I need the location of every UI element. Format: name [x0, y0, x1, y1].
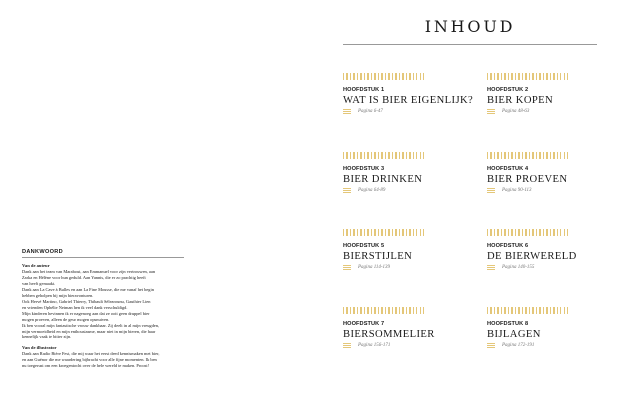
tick-mark [553, 73, 554, 80]
tick-mark [350, 152, 351, 159]
tick-mark [357, 152, 358, 159]
tick-mark [515, 152, 516, 159]
line-ornament-icon [487, 109, 495, 114]
tick-mark [343, 307, 344, 314]
tick-mark [385, 229, 386, 236]
author-line: en vrienden Ophélie Neiman hen ik veel dank verschuldigd. [22, 304, 128, 310]
tick-mark [525, 73, 526, 80]
chapter-title: BIER DRINKEN [343, 174, 423, 185]
gold-tick-ornament [343, 307, 473, 314]
tick-mark [409, 73, 410, 80]
tick-mark [364, 73, 365, 80]
tick-mark [557, 73, 558, 80]
tick-mark [367, 152, 368, 159]
tick-mark [409, 152, 410, 159]
tick-mark [343, 229, 344, 236]
tick-mark [490, 73, 491, 80]
tick-mark [353, 73, 354, 80]
tick-mark [546, 307, 547, 314]
tick-mark [560, 152, 561, 159]
tick-mark [567, 307, 568, 314]
tick-mark [560, 73, 561, 80]
tick-mark [546, 73, 547, 80]
tick-mark [553, 307, 554, 314]
author-line: mogen proeven, alleen de geur mogen opsnuiven. [22, 316, 110, 322]
chapter-entry-1[interactable] [343, 73, 473, 114]
tick-mark [504, 152, 505, 159]
tick-mark [346, 73, 347, 80]
tick-mark [343, 73, 344, 80]
illustrator-heading: Van de illustrator [22, 345, 57, 351]
tick-mark [399, 307, 400, 314]
tick-mark [371, 307, 372, 314]
chapter-number: HOOFDSTUK 1 [343, 87, 385, 93]
gold-tick-ornament [343, 229, 473, 236]
tick-mark [392, 229, 393, 236]
author-line: Zarka en Hélène voor hun geduld. Aan Yannis, die er zo prachtig heeft [22, 274, 146, 280]
tick-mark [395, 229, 396, 236]
tick-mark [388, 73, 389, 80]
gold-tick-ornament [343, 73, 473, 80]
tick-mark [508, 229, 509, 236]
tick-mark [529, 152, 530, 159]
chapter-page-range [487, 343, 617, 348]
chapter-entry-3[interactable] [343, 152, 473, 193]
tick-mark [364, 229, 365, 236]
line-ornament-icon [343, 265, 351, 270]
page-range-text: Pagina 64-89 [358, 188, 386, 193]
tick-mark [557, 152, 558, 159]
tick-mark [567, 229, 568, 236]
author-line: Ik ben vooral mijn fantastische vrouw dankbaar. Zij deelt in al mijn vreugden, [22, 322, 160, 328]
tick-mark [413, 307, 414, 314]
tick-mark [346, 307, 347, 314]
tick-mark [529, 307, 530, 314]
tick-mark [353, 307, 354, 314]
tick-mark [511, 229, 512, 236]
chapter-page-range [487, 188, 617, 193]
gold-tick-ornament [487, 229, 617, 236]
tick-mark [374, 307, 375, 314]
tick-mark [343, 152, 344, 159]
chapter-title: DE BIERWERELD [487, 251, 577, 262]
tick-mark [416, 73, 417, 80]
page-range-text: Pagina 90-113 [502, 188, 532, 193]
tick-mark [357, 73, 358, 80]
tick-mark [371, 152, 372, 159]
tick-mark [395, 152, 396, 159]
tick-mark [532, 152, 533, 159]
tick-mark [487, 229, 488, 236]
tick-mark [378, 307, 379, 314]
tick-mark [522, 229, 523, 236]
tick-mark [494, 229, 495, 236]
tick-mark [497, 73, 498, 80]
tick-mark [494, 307, 495, 314]
tick-mark [567, 73, 568, 80]
illustrator-line: Dank aan Radio Bière Fest, die mij waar het eerst deed kennismaken met bier, [22, 351, 160, 357]
chapter-title: BIER PROEVEN [487, 174, 568, 185]
tick-mark [399, 152, 400, 159]
tick-mark [539, 307, 540, 314]
tick-mark [378, 73, 379, 80]
chapter-number: HOOFDSTUK 8 [487, 321, 529, 327]
tick-mark [515, 307, 516, 314]
chapter-title: BIERSTIJLEN [343, 251, 413, 262]
tick-mark [350, 229, 351, 236]
tick-mark [350, 307, 351, 314]
tick-mark [560, 229, 561, 236]
tick-mark [522, 73, 523, 80]
tick-mark [511, 73, 512, 80]
tick-mark [423, 73, 424, 80]
tick-mark [423, 229, 424, 236]
page-range-text: Pagina 114-139 [358, 265, 390, 270]
tick-mark [543, 73, 544, 80]
tick-mark [522, 307, 523, 314]
tick-mark [346, 229, 347, 236]
tick-mark [353, 152, 354, 159]
tick-mark [550, 152, 551, 159]
tick-mark [532, 307, 533, 314]
tick-mark [402, 73, 403, 80]
author-line: kennelijk vaak te bitter zijn. [22, 334, 72, 340]
tick-mark [543, 307, 544, 314]
tick-mark [385, 152, 386, 159]
chapter-title: BIERSOMMELIER [343, 329, 435, 340]
tick-mark [413, 229, 414, 236]
tick-mark [406, 307, 407, 314]
tick-mark [346, 152, 347, 159]
tick-mark [490, 307, 491, 314]
tick-mark [501, 152, 502, 159]
tick-mark [385, 73, 386, 80]
page-range-text: Pagina 48-63 [502, 109, 530, 114]
tick-mark [501, 229, 502, 236]
tick-mark [388, 229, 389, 236]
tick-mark [388, 152, 389, 159]
tick-mark [553, 152, 554, 159]
tick-mark [409, 307, 410, 314]
page-range-text: Pagina 172-191 [502, 343, 535, 348]
tick-mark [546, 229, 547, 236]
tick-mark [539, 229, 540, 236]
tick-mark [413, 73, 414, 80]
tick-mark [497, 307, 498, 314]
illustrator-line: en aan Guénor die me waardering bijbracht voor alle fijne momenten. Ik ben [22, 357, 157, 363]
tick-mark [360, 152, 361, 159]
tick-mark [518, 152, 519, 159]
tick-mark [374, 73, 375, 80]
tick-mark [564, 152, 565, 159]
author-line: Mijn kinderen hevinnen ik er nagenoeg aan dat ze ooit geen druppel bier [22, 310, 150, 316]
tick-mark [532, 73, 533, 80]
tick-mark [367, 307, 368, 314]
tick-mark [371, 73, 372, 80]
chapter-entry-8[interactable] [487, 307, 617, 348]
tick-mark [543, 152, 544, 159]
tick-mark [420, 73, 421, 80]
tick-mark [487, 73, 488, 80]
chapter-title: BIJLAGEN [487, 329, 541, 340]
tick-mark [515, 73, 516, 80]
tick-mark [518, 307, 519, 314]
acknowledgements-title: DANKWOORD [22, 249, 184, 258]
author-line: mijn vermoeidheid en mijn enthousiasme, maar niet in mijn bieren, die haar [22, 328, 156, 334]
tick-mark [497, 229, 498, 236]
chapter-title: BIER KOPEN [487, 95, 554, 106]
tick-mark [364, 307, 365, 314]
tick-mark [357, 229, 358, 236]
tick-mark [378, 229, 379, 236]
tick-mark [490, 229, 491, 236]
tick-mark [560, 307, 561, 314]
tick-mark [518, 73, 519, 80]
tick-mark [494, 152, 495, 159]
tick-mark [487, 152, 488, 159]
tick-mark [360, 229, 361, 236]
author-line: Dank aan het team van Marabout, aan Emmanuel voor zijn vertrouwen, aan [22, 269, 156, 274]
chapter-page-range [343, 109, 473, 114]
tick-mark [416, 229, 417, 236]
tick-mark [536, 152, 537, 159]
chapter-number: HOOFDSTUK 3 [343, 166, 385, 172]
tick-mark [508, 307, 509, 314]
tick-mark [416, 307, 417, 314]
tick-mark [564, 307, 565, 314]
tick-mark [402, 229, 403, 236]
tick-mark [557, 307, 558, 314]
tick-mark [350, 73, 351, 80]
tick-mark [367, 73, 368, 80]
page-range-text: Pagina 6-47 [358, 109, 383, 114]
tick-mark [539, 152, 540, 159]
toc-divider [343, 44, 597, 45]
tick-mark [360, 307, 361, 314]
tick-mark [378, 152, 379, 159]
tick-mark [423, 307, 424, 314]
line-ornament-icon [487, 343, 495, 348]
tick-mark [364, 152, 365, 159]
tick-mark [487, 307, 488, 314]
tick-mark [529, 229, 530, 236]
tick-mark [525, 152, 526, 159]
tick-mark [416, 152, 417, 159]
gold-tick-ornament [487, 73, 617, 80]
chapter-entry-7[interactable] [343, 307, 473, 348]
gold-tick-ornament [343, 152, 473, 159]
tick-mark [497, 152, 498, 159]
tick-mark [504, 307, 505, 314]
author-line: van heeft gemaakt. [22, 280, 56, 286]
tick-mark [525, 307, 526, 314]
tick-mark [381, 229, 382, 236]
tick-mark [395, 307, 396, 314]
line-ornament-icon [487, 265, 495, 270]
tick-mark [553, 229, 554, 236]
tick-mark [406, 229, 407, 236]
gold-tick-ornament [487, 307, 617, 314]
tick-mark [508, 152, 509, 159]
tick-mark [511, 307, 512, 314]
tick-mark [367, 229, 368, 236]
chapter-page-range [343, 265, 473, 270]
tick-mark [374, 152, 375, 159]
tick-mark [522, 152, 523, 159]
tick-mark [388, 307, 389, 314]
tick-mark [420, 229, 421, 236]
tick-mark [395, 73, 396, 80]
tick-mark [392, 152, 393, 159]
tick-mark [392, 73, 393, 80]
chapter-page-range [487, 265, 617, 270]
tick-mark [550, 229, 551, 236]
tick-mark [353, 229, 354, 236]
line-ornament-icon [343, 188, 351, 193]
line-ornament-icon [487, 188, 495, 193]
chapter-entry-2[interactable] [487, 73, 617, 114]
chapter-title: WAT IS BIER EIGENLIJK? [343, 95, 474, 106]
tick-mark [381, 73, 382, 80]
chapter-page-range [487, 109, 617, 114]
gold-tick-ornament [487, 152, 617, 159]
tick-mark [490, 152, 491, 159]
tick-mark [557, 229, 558, 236]
tick-mark [406, 152, 407, 159]
tick-mark [371, 229, 372, 236]
author-line: Ook Hervé Martino, Gabriel Thierry, Thibault Sélearounu, Gauthier Lien [22, 298, 151, 304]
chapter-entry-4[interactable] [487, 152, 617, 193]
chapter-entry-6[interactable] [487, 229, 617, 270]
tick-mark [525, 229, 526, 236]
acknowledgements-section [22, 249, 184, 369]
tick-mark [402, 307, 403, 314]
tick-mark [543, 229, 544, 236]
tick-mark [518, 229, 519, 236]
tick-mark [511, 152, 512, 159]
author-heading: Van de auteur [22, 263, 50, 268]
tick-mark [494, 73, 495, 80]
tick-mark [515, 229, 516, 236]
tick-mark [399, 229, 400, 236]
tick-mark [423, 152, 424, 159]
tick-mark [406, 73, 407, 80]
line-ornament-icon [343, 109, 351, 114]
tick-mark [536, 73, 537, 80]
line-ornament-icon [343, 343, 351, 348]
tick-mark [420, 307, 421, 314]
tick-mark [381, 152, 382, 159]
toc-title: INHOUD [424, 17, 516, 36]
chapter-entry-5[interactable] [343, 229, 473, 270]
tick-mark [546, 152, 547, 159]
chapter-page-range [343, 343, 473, 348]
tick-mark [564, 73, 565, 80]
tick-mark [529, 73, 530, 80]
author-line: hebben geholpen bij mijn bieravonturen. [22, 292, 94, 298]
chapter-number: HOOFDSTUK 6 [487, 243, 529, 249]
page-range-text: Pagina 156-171 [358, 343, 391, 348]
illustrator-line: nu toegerust om een kroegentocht over de hele wereld te maken. Proost! [22, 363, 150, 369]
chapter-number: HOOFDSTUK 2 [487, 87, 529, 93]
tick-mark [532, 229, 533, 236]
tick-mark [413, 152, 414, 159]
tick-mark [564, 229, 565, 236]
tick-mark [550, 73, 551, 80]
tick-mark [567, 152, 568, 159]
tick-mark [381, 307, 382, 314]
chapter-page-range [343, 188, 473, 193]
tick-mark [402, 152, 403, 159]
tick-mark [392, 307, 393, 314]
tick-mark [504, 229, 505, 236]
tick-mark [501, 307, 502, 314]
tick-mark [385, 307, 386, 314]
tick-mark [420, 152, 421, 159]
tick-mark [508, 73, 509, 80]
tick-mark [360, 73, 361, 80]
chapter-number: HOOFDSTUK 7 [343, 321, 385, 327]
tick-mark [409, 229, 410, 236]
tick-mark [539, 73, 540, 80]
tick-mark [357, 307, 358, 314]
tick-mark [399, 73, 400, 80]
chapter-number: HOOFDSTUK 5 [343, 243, 385, 249]
tick-mark [550, 307, 551, 314]
tick-mark [504, 73, 505, 80]
author-line: Dank aan La Cave à Bulles en aan La Fine Mousse, die me vanaf het begin [22, 286, 154, 292]
page-range-text: Pagina 140-155 [502, 265, 535, 270]
tick-mark [536, 307, 537, 314]
chapter-number: HOOFDSTUK 4 [487, 166, 529, 172]
tick-mark [374, 229, 375, 236]
tick-mark [501, 73, 502, 80]
tick-mark [536, 229, 537, 236]
